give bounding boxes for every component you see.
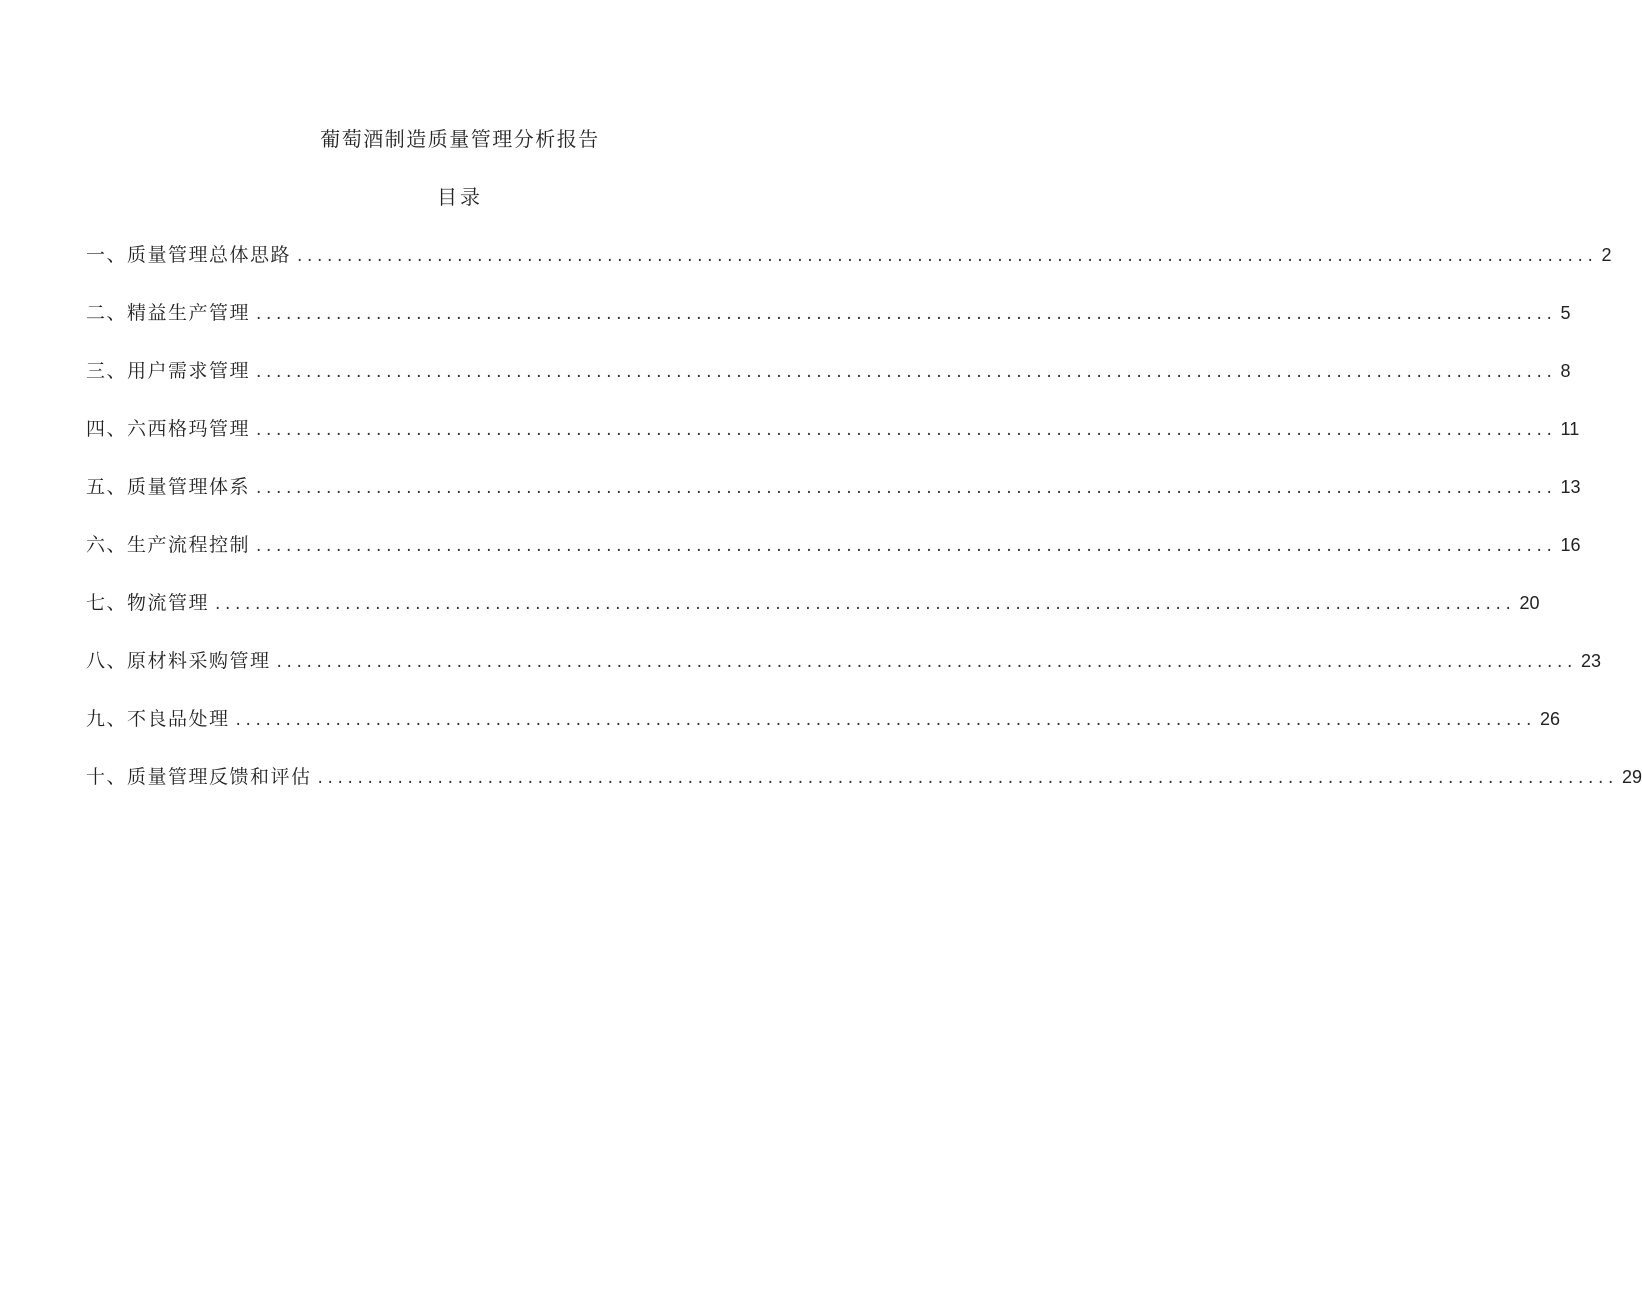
toc-entry-label: 八、原材料采购管理 — [86, 650, 271, 672]
toc-entry-label: 五、质量管理体系 — [86, 476, 251, 498]
toc-dot-leader: .................................................................................................................................. — [317, 768, 1619, 788]
toc-entry[interactable] — [86, 704, 1561, 762]
toc-entry-label: 六、生产流程控制 — [86, 534, 251, 556]
toc-dot-leader: .................................................................................................................................. — [215, 594, 1516, 614]
toc-entry[interactable] — [86, 530, 1581, 588]
toc-page-number: 29 — [1622, 767, 1642, 787]
toc-page-number: 5 — [1560, 303, 1571, 323]
document-title: 葡萄酒制造质量管理分析报告 — [320, 127, 600, 151]
toc-page-number: 2 — [1601, 245, 1612, 265]
toc-entry[interactable] — [86, 240, 1612, 298]
toc-entry[interactable] — [86, 646, 1602, 704]
toc-page-number: 26 — [1540, 709, 1561, 729]
toc-entry-label: 一、质量管理总体思路 — [86, 244, 292, 266]
toc-page-number: 8 — [1560, 361, 1571, 381]
toc-dot-leader: .................................................................................................................................. — [256, 304, 1557, 324]
toc-page-number: 16 — [1560, 535, 1581, 555]
toc-entry[interactable] — [86, 472, 1581, 530]
toc-page-number: 13 — [1560, 477, 1581, 497]
toc-page-number: 23 — [1581, 651, 1602, 671]
toc-entry-label: 七、物流管理 — [86, 592, 210, 614]
toc-page-number: 11 — [1560, 419, 1580, 439]
toc-dot-leader: .................................................................................................................................. — [276, 652, 1578, 672]
toc-entry[interactable] — [86, 298, 1571, 356]
toc-entry-label: 四、六西格玛管理 — [86, 418, 251, 440]
toc-dot-leader: .................................................................................................................................. — [297, 246, 1598, 266]
toc-entry-label: 九、不良品处理 — [86, 708, 230, 730]
toc-entry-label: 十、质量管理反馈和评估 — [86, 766, 312, 788]
toc-entry-label: 三、用户需求管理 — [86, 360, 251, 382]
toc-dot-leader: .................................................................................................................................. — [235, 710, 1537, 730]
toc-dot-leader: .................................................................................................................................. — [256, 536, 1557, 556]
toc-entry[interactable] — [86, 356, 1571, 414]
toc-dot-leader: .................................................................................................................................. — [256, 478, 1557, 498]
toc-entry-label: 二、精益生产管理 — [86, 302, 251, 324]
toc-page-number: 20 — [1519, 593, 1540, 613]
toc-entry[interactable] — [86, 762, 1642, 820]
table-of-contents — [86, 240, 1642, 820]
toc-dot-leader: .................................................................................................................................. — [256, 362, 1557, 382]
toc-entry[interactable] — [86, 414, 1580, 472]
toc-heading: 目录 — [437, 185, 483, 209]
toc-entry[interactable] — [86, 588, 1540, 646]
toc-dot-leader: .................................................................................................................................. — [256, 420, 1557, 440]
